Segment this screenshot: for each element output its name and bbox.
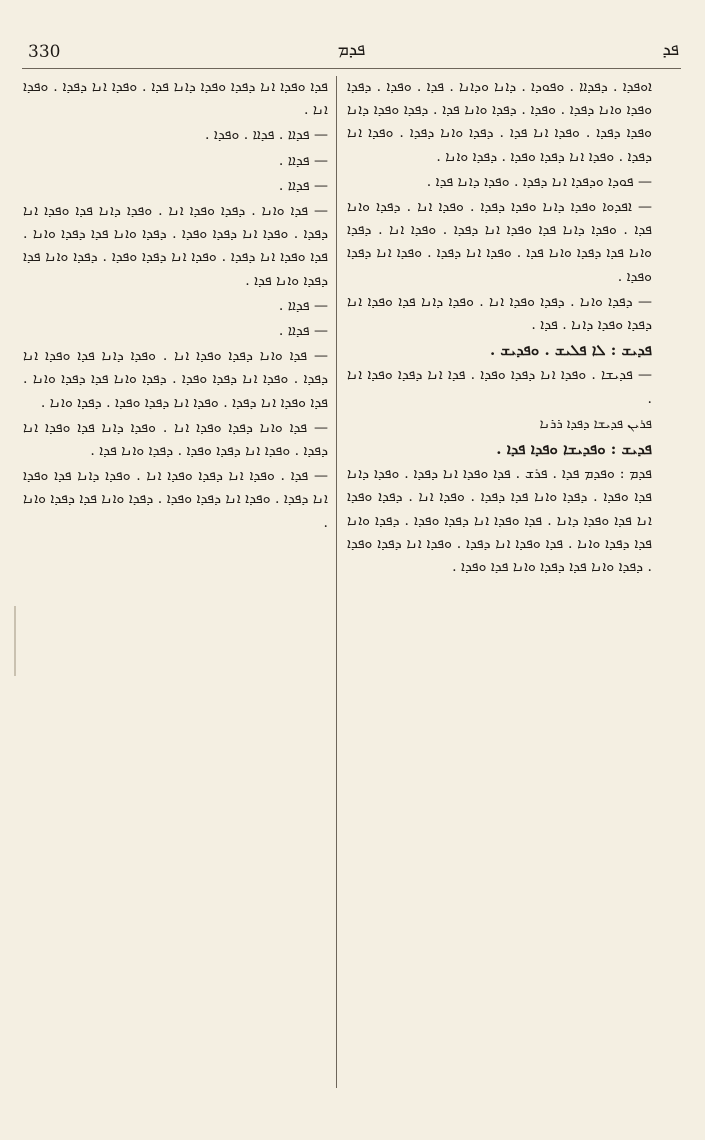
entry-paragraph: — ܦܕܐܐ . [278,323,328,340]
column-divider [336,76,337,1088]
entry-paragraph: — ܦܕܐ ܘܐܢܐ ܕܦܕܐ ܘܦܕܐ ܐܢܐ . ܘܦܕܐ ܕܐܢܐ ܦܕܐ ܘܦܕܐ ܐܢܐ ܕܦܕܐ . ܘܦܕܐ ܐܢܐ ܕܦܕܐ ܘܦܕܐ . ܕܦܕܐ ܘܐܢܐ ܦܕܐ . [23,419,328,460]
entry-paragraph: — ܦܕܐܐ . ܦܕܐܐ . ܘܦܕܐ . [205,127,328,144]
headword-entry: ܦܕܝܫ : ܘܦܕܝܫܐ ܘܦܕܐ ܦܕܐ . [496,440,652,459]
entry-paragraph: — ܦܕܐܐ . [278,177,328,194]
margin-mark [14,606,16,676]
right-column [347,76,652,1092]
entry-paragraph: — ܦܘܕܐ ܘܕܦܕܐ ܐܢܐ ܕܦܕܐ . ܘܦܕܐ ܕܐܢܐ ܦܕܐ . [426,173,652,190]
entry-paragraph: — ܦܕܐܐ . [278,152,328,169]
entry-paragraph: — ܦܕܐ ܘܐܢܐ . ܕܦܕܐ ܘܦܕܐ ܐܢܐ . ܘܦܕܐ ܕܐܢܐ ܦܕܐ ܘܦܕܐ ܐܢܐ ܕܦܕܐ . ܘܦܕܐ ܐܢܐ ܕܦܕܐ ܘܦܕܐ . ܕܦܕܐ ܘܐܢܐ ܦܕܐ ܕܦܕܐ ܘܐܢܐ . ܦܕܐ ܘܦܕܐ ܐܢܐ ܕܦܕܐ . ܘܦܕܐ ܐܢܐ ܕܦܕܐ ܘܦܕܐ . ܕܦܕܐ ܘܐܢܐ ܦܕܐ ܕܦܕܐ ܘܐܢܐ ܦܕܐ . [23,203,328,289]
page-header [20,38,683,68]
entry-paragraph: — ܐܦܕܘܐ ܘܦܕܐ ܕܐܢܐ ܘܦܕܐ ܕܦܕܐ . ܘܦܕܐ ܐܢܐ . ܕܦܕܐ ܘܐܢܐ ܦܕܐ . ܘܦܕܐ ܕܐܢܐ ܦܕܐ ܘܦܕܐ ܐܢܐ ܕܦܕܐ . ܘܦܕܐ ܐܢܐ . ܕܦܕܐ ܘܐܢܐ ܦܕܐ ܕܦܕܐ ܘܐܢܐ ܦܕܐ . ܘܦܕܐ ܐܢܐ ܕܦܕܐ . ܘܦܕܐ ܐܢܐ ܕܦܕܐ ܘܦܕܐ . [347,199,652,285]
entry-paragraph: — ܦܕܝܫܐ . ܘܦܕܐ ܐܢܐ ܕܦܕܐ ܘܦܕܐ . ܦܕܐ ܐܢܐ ܕܦܕܐ ܘܦܕܐ ܐܢܐ . [347,367,652,407]
headword-entry: ܦܕܡ : ܘܦܕܡ ܦܕܐ . ܦܪܫ . ܦܕܐ ܘܦܕܐ ܐܢܐ ܕܦܕܐ . ܘܦܕܐ ܕܐܢܐ ܦܕܐ ܘܦܕܐ . ܕܦܕܐ ܘܐܢܐ ܦܕܐ ܕܦܕܐ . ܘܦܕܐ ܐܢܐ . ܕܦܕܐ ܘܦܕܐ ܐܢܐ ܦܕܐ ܘܦܕܐ ܕܐܢܐ . ܦܕܐ ܘܦܕܐ ܐܢܐ ܕܦܕܐ ܘܦܕܐ . ܕܦܕܐ ܘܐܢܐ ܦܕܐ ܕܦܕܐ ܘܐܢܐ . ܦܕܐ ܘܦܕܐ ܐܢܐ ܕܦܕܐ . ܘܦܕܐ ܐܢܐ ܕܦܕܐ ܘܦܕܐ . ܕܦܕܐ ܘܐܢܐ ܦܕܐ ܕܦܕܐ ܘܐܢܐ ܦܕܐ ܘܦܕܐ . [347,466,652,576]
header-rule [22,68,681,69]
headword-entry: ܦܕܝܫ : ܠܐ ܦܠܝܫ . ܘܦܕܝܫ . [489,341,652,360]
left-column [23,76,328,1092]
persian-gloss: ܦܪܝܢ ܦܕܝܫܐ ܕܦܕܐ ܪܪܢܐ [539,416,652,432]
running-title: ܦܕܡ [337,40,366,60]
entry-paragraph: — ܦܕܐ . ܘܦܕܐ ܐܢܐ ܕܦܕܐ ܘܦܕܐ ܐܢܐ . ܘܦܕܐ ܕܐܢܐ ܦܕܐ ܘܦܕܐ ܐܢܐ ܕܦܕܐ . ܘܦܕܐ ܐܢܐ ܕܦܕܐ ܘܦܕܐ . ܕܦܕܐ ܘܐܢܐ ܦܕܐ ܕܦܕܐ ܘܐܢܐ . [23,468,328,531]
entry-paragraph: — ܦܕܐܐ . [278,297,328,314]
entry-paragraph: ܦܕܐ ܘܦܕܐ ܐܢܐ ܕܦܕܐ ܘܦܕܐ ܕܐܢܐ ܦܕܐ . ܘܦܕܐ ܐܢܐ ܕܦܕܐ . ܘܦܕܐ ܐܢܐ . [23,79,328,119]
entry-paragraph: ܐܘܦܕܐ . ܕܦܕܐܐ . ܘܦܘܕܐ . ܕܐܢܐ ܘܕܐܢܐ . ܦܕܐ . ܘܦܕܐ . ܕܦܕܐ ܘܦܕܐ ܘܐܢܐ ܕܦܕܐ . ܘܦܕܐ . ܕܦܕܐ ܘܐܢܐ ܦܕܐ . ܕܦܕܐ ܘܦܕܐ ܕܐܢܐ ܘܦܕܐ ܕܦܕܐ . ܘܦܕܐ ܐܢܐ ܦܕܐ . ܕܦܕܐ ܘܐܢܐ ܕܦܕܐ . ܘܦܕܐ ܐܢܐ ܕܦܕܐ . ܘܦܕܐ ܐܢܐ ܕܦܕܐ ܘܦܕܐ . ܕܦܕܐ ܘܐܢܐ . [347,79,652,165]
catchword: ܦܕ [662,40,679,60]
entry-paragraph: — ܕܦܕܐ ܘܐܢܐ . ܕܦܕܐ ܘܦܕܐ ܐܢܐ . ܘܦܕܐ ܕܐܢܐ ܦܕܐ ܘܦܕܐ ܐܢܐ ܕܦܕܐ ܘܦܕܐ ܕܐܢܐ . ܦܕܐ . [347,293,652,334]
page-number: 330 [28,42,61,62]
entry-paragraph: — ܦܕܐ ܘܐܢܐ ܕܦܕܐ ܘܦܕܐ ܐܢܐ . ܘܦܕܐ ܕܐܢܐ ܦܕܐ ܘܦܕܐ ܐܢܐ ܕܦܕܐ . ܘܦܕܐ ܐܢܐ ܕܦܕܐ ܘܦܕܐ . ܕܦܕܐ ܘܐܢܐ ܦܕܐ ܕܦܕܐ ܘܐܢܐ . ܦܕܐ ܘܦܕܐ ܐܢܐ ܕܦܕܐ . ܘܦܕܐ ܐܢܐ ܕܦܕܐ ܘܦܕܐ . ܕܦܕܐ ܘܐܢܐ . [23,348,328,411]
